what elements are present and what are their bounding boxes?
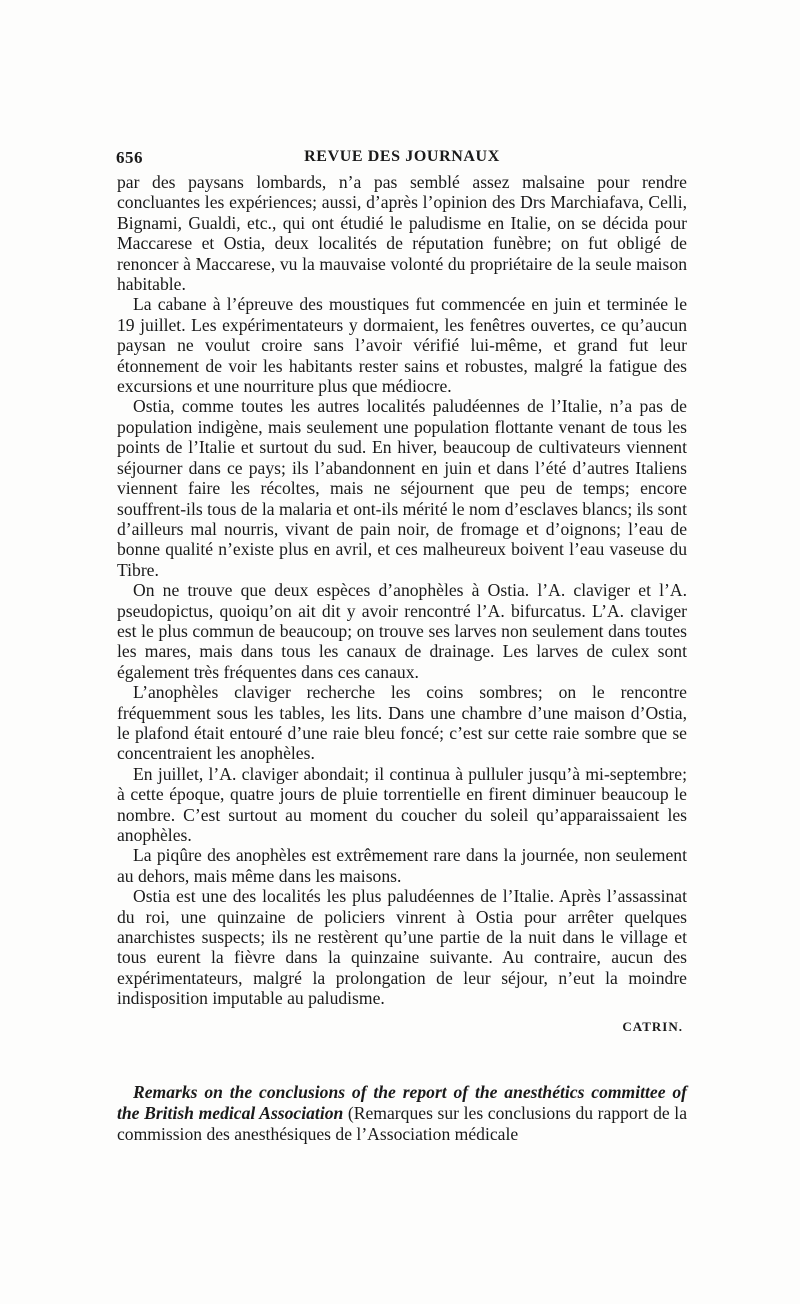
paragraph: Ostia est une des localités les plus paludéennes de l’Italie. Après l’assassinat du roi, une quinzaine de policiers vinrent à Ostia pour arrêter quelques anarchistes suspects; ils ne restèrent qu’une partie de la nuit dans le village et tous eurent la fièvre dans la quinzaine suivante. Au contraire, aucun des expérimentateurs, malgré la prolongation de leur séjour, n’eut la moindre indisposition imputable au paludisme. [117, 886, 687, 1009]
author-signature: CATRIN. [622, 1018, 683, 1034]
next-article-intro [117, 1082, 687, 1145]
page-number: 656 [116, 148, 143, 167]
paragraph: Ostia, comme toutes les autres localités paludéennes de l’Italie, n’a pas de population indigène, mais seulement une population flottante venant de tous les points de l’Italie et surtout du sud. En hiver, beaucoup de cultivateurs viennent séjourner dans ce pays; ils l’abandonnent en juin et dans l’été d’autres Italiens viennent faire les récoltes, mais ne séjournent que peu de temps; encore souffrent-ils tous de la malaria et ont-ils mérité le nom d’esclaves blancs; ils sont d’ailleurs mal nourris, vivant de pain noir, de fromage et d’oignons; l’eau de bonne qualité n’existe plus en avril, et ces malheureux boivent l’eau vaseuse du Tibre. [117, 396, 687, 580]
next-article-continuation: (Remarques sur les conclusions du rapport de la commission des anesthésiques de l’Association médicale [117, 1103, 688, 1144]
paragraph: On ne trouve que deux espèces d’anophèles à Ostia. l’A. claviger et l’A. pseudopictus, quoiqu’on ait dit y avoir rencontré l’A. bifurcatus. L’A. claviger est le plus commun de beaucoup; on trouve ses larves non seulement dans toutes les mares, mais dans tous les canaux de drainage. Les larves de culex sont également très fréquentes dans ces canaux. [117, 580, 687, 682]
paragraph: La piqûre des anophèles est extrêmement rare dans la journée, non seulement au dehors, mais même dans les maisons. [117, 845, 687, 886]
page-header [116, 148, 688, 170]
running-title: REVUE DES JOURNAUX [304, 148, 500, 165]
article-body [117, 172, 687, 1037]
next-article-title: Remarks on the conclusions of the report of the anesthétics committee of the British medical Association [117, 1082, 687, 1123]
paragraph: L’anophèles claviger recherche les coins sombres; on le rencontre fréquemment sous les tables, les lits. Dans une chambre d’une maison d’Ostia, le plafond était entouré d’une raie bleu foncé; c’est sur cette raie sombre que se concentraient les anophèles. [117, 682, 687, 764]
paragraph: En juillet, l’A. claviger abondait; il continua à pulluler jusqu’à mi-septembre; à cette époque, quatre jours de pluie torrentielle en firent diminuer beaucoup le nombre. C’est surtout au moment du coucher du soleil qu’apparaissaient les anophèles. [117, 763, 687, 845]
paragraph: La cabane à l’épreuve des moustiques fut commencée en juin et terminée le 19 juillet. Les expérimentateurs y dormaient, les fenêtres ouvertes, ce qu’aucun paysan ne voulut croire sans l’avoir vérifié lui-même, et grand fut leur étonnement de voir les habitants rester sains et robustes, malgré la fatigue des excursions et une nourriture plus que médiocre. [117, 294, 687, 397]
paragraph: par des paysans lombards, n’a pas semblé assez malsaine pour rendre concluantes les expériences; aussi, d’après l’opinion des Drs Marchiafava, Celli, Bignami, Gualdi, etc., qui ont étudié le paludisme en Italie, on se décida pour Maccarese et Ostia, deux localités de réputation funèbre; on fut obligé de renoncer à Maccarese, vu la mauvaise volonté du propriétaire de la seule maison habitable. [117, 172, 687, 295]
